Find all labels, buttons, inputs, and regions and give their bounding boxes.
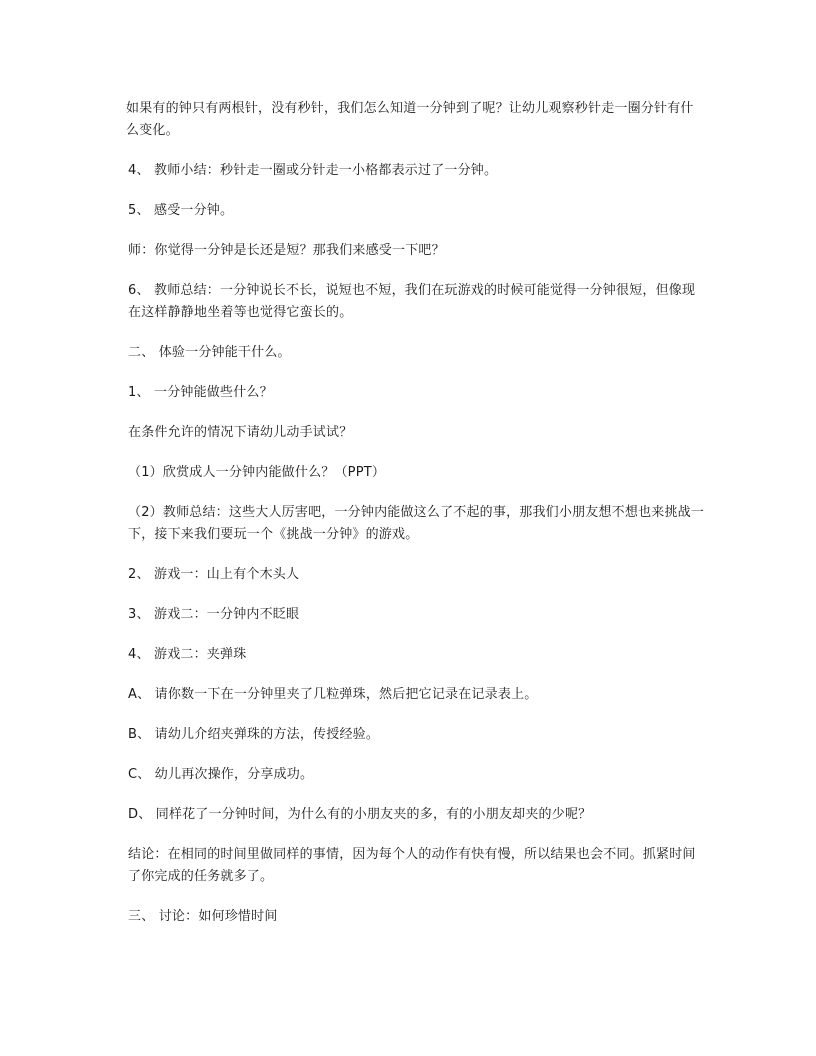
paragraph-step-d: D、 同样花了一分钟时间，为什么有的小朋友夹的多，有的小朋友却夹的少呢？: [128, 807, 592, 822]
paragraph-step-c: C、 幼儿再次操作，分享成功。: [128, 767, 314, 782]
section-heading-experience: 二、 体验一分钟能干什么。: [128, 345, 291, 360]
paragraph-game-one: 2、 游戏一：山上有个木头人: [128, 567, 300, 582]
paragraph-game-two: 3、 游戏二：一分钟内不眨眼: [128, 607, 300, 622]
paragraph-teacher-summary: 4、 教师小结：秒针走一圈或分针走一小格都表示过了一分钟。: [128, 163, 498, 178]
paragraph-step-a: A、 请你数一下在一分钟里夹了几粒弹珠，然后把它记录在记录表上。: [128, 687, 538, 702]
paragraph-clock-question: 如果有的钟只有两根针，没有秒针，我们怎么知道一分钟到了呢？让幼儿观察秒针走一圈分针有什么变化。: [126, 101, 694, 138]
paragraph-teacher-question: 师：你觉得一分钟是长还是短？那我们来感受一下吧？: [128, 243, 445, 258]
section-heading-discussion: 三、 讨论：如何珍惜时间: [128, 909, 278, 924]
paragraph-teacher-conclusion: 6、 教师总结：一分钟说长不长，说短也不短，我们在玩游戏的时候可能觉得一分钟很短，但像现在这样静静地坐着等也觉得它蛮长的。: [128, 283, 696, 320]
paragraph-challenge: （2）教师总结：这些大人厉害吧，一分钟内能做这么了不起的事，那我们小朋友想不想也来挑战一下，接下来我们要玩一个《挑战一分钟》的游戏。: [128, 505, 705, 542]
paragraph-appreciate-adults: （1）欣赏成人一分钟内能做什么？（PPT）: [128, 465, 386, 480]
paragraph-game-marbles: 4、 游戏二：夹弹珠: [128, 647, 247, 662]
paragraph-step-b: B、 请幼儿介绍夹弹珠的方法，传授经验。: [128, 727, 380, 742]
paragraph-feel-one-minute: 5、 感受一分钟。: [128, 203, 234, 218]
paragraph-what-can-do: 1、 一分钟能做些什么？: [128, 385, 273, 400]
document-body: [116, 98, 706, 946]
paragraph-try-it: 在条件允许的情况下请幼儿动手试试？: [128, 425, 353, 440]
paragraph-conclusion: 结论：在相同的时间里做同样的事情，因为每个人的动作有快有慢，所以结果也会不同。抓紧时间了你完成的任务就多了。: [128, 847, 696, 884]
